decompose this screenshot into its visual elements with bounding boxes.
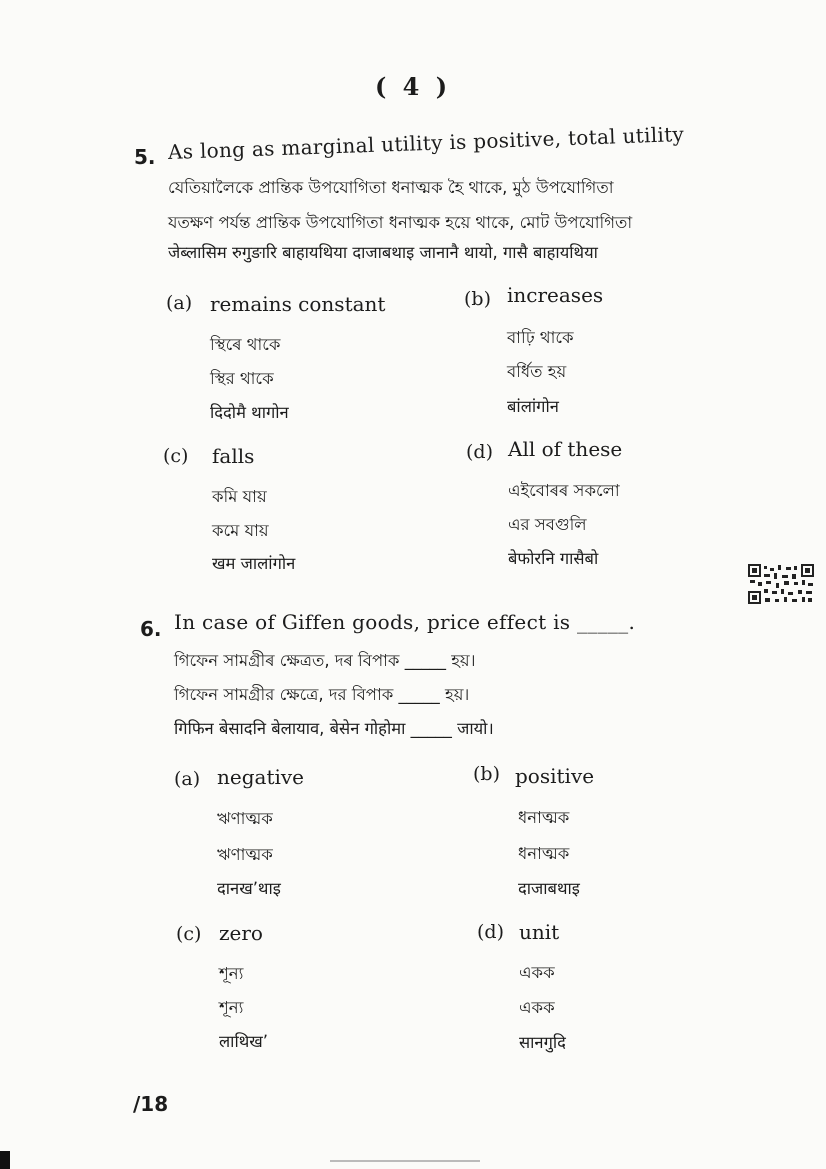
question-6-text: In case of Giffen goods, price effect is _____.	[174, 610, 636, 634]
question-5-option-c-text: falls	[212, 444, 255, 468]
question-6-option-c-translation: लाथिखʼ	[219, 1032, 269, 1051]
question-5-translation-assamese: যেতিয়ালৈকে প্ৰান্তিক উপযোগিতা ধনাত্মক হৈ থাকে, মুঠ উপযোগিতা	[168, 178, 614, 197]
question-6-option-b-translation: ধনাত্মক	[518, 844, 570, 863]
question-6-option-a-translation: ঋণাত্মক	[217, 845, 273, 864]
question-6-option-c-translation: শূন্য	[219, 964, 244, 983]
question-5-number: 5.	[134, 145, 156, 169]
paper-code: /18	[133, 1092, 169, 1116]
question-5-option-a-translation: স্থিৰে থাকে	[210, 335, 281, 354]
question-5-option-c-label: (c)	[163, 445, 189, 467]
question-6-translation-bodo: गिफिन बेसादनि बेलायाव, बेसेन गोहोमा _____ जायो।	[174, 719, 494, 738]
question-5-option-b-text: increases	[507, 283, 604, 307]
question-5-option-b-translation: বর্ধিত হয়	[507, 362, 567, 381]
qr-code-icon	[748, 564, 814, 604]
question-6-option-d-translation: একক	[519, 963, 555, 982]
question-6-translation-assamese: গিফেন সামগ্ৰীৰ ক্ষেত্ৰত, দৰ বিপাক _____ হয়।	[174, 651, 476, 670]
question-6-option-d-label: (d)	[477, 921, 504, 943]
question-5-option-d-text: All of these	[508, 437, 623, 461]
question-5-text: As long as marginal utility is positive, total utility	[167, 121, 685, 164]
question-6-option-b-translation: ধনাত্মক	[518, 808, 570, 827]
question-5-option-c-translation: खम जालांगोन	[212, 554, 296, 573]
question-5-translation-bengali: যতক্ষণ পর্যন্ত প্রান্তিক উপযোগিতা ধনাত্মক হয়ে থাকে, মোট উপযোগিতা	[168, 213, 633, 232]
question-5-option-a-label: (a)	[166, 292, 193, 314]
question-6-option-d-translation: सानगुदि	[519, 1033, 566, 1052]
question-5-option-d-translation: এইবোৰৰ সকলো	[508, 481, 620, 500]
question-5-option-c-translation: কমে যায়	[212, 521, 269, 540]
question-6-number: 6.	[140, 617, 162, 641]
question-6-option-c-label: (c)	[176, 923, 202, 945]
corner-mark	[0, 1151, 10, 1169]
question-5-option-a-text: remains constant	[210, 292, 386, 316]
question-6-option-a-text: negative	[217, 765, 305, 789]
question-5-option-c-translation: কমি যায়	[212, 487, 267, 506]
question-6-option-a-translation: ঋণাত্মক	[217, 809, 273, 828]
question-5-option-d-translation: এর সবগুলি	[508, 515, 587, 534]
question-5-option-a-translation: স্থির থাকে	[210, 369, 274, 388]
question-5-option-d-label: (d)	[466, 441, 493, 463]
question-6-option-b-label: (b)	[473, 763, 500, 785]
question-5-translation-bodo: जेब्लासिम रुगुङारि बाहायथिया दाजाबथाइ जानानै थायो, गासै बाहायथिया	[168, 243, 598, 262]
question-6-option-c-text: zero	[219, 921, 263, 945]
question-5-option-b-translation: বাঢ়ি থাকে	[507, 328, 574, 347]
question-6-option-b-translation: दाजाबथाइ	[518, 879, 580, 898]
question-6-option-a-translation: दानखʼथाइ	[217, 879, 281, 898]
question-6-option-d-translation: একক	[519, 998, 555, 1017]
question-6-translation-bengali: গিফেন সামগ্রীর ক্ষেত্রে, দর বিপাক _____ হয়।	[174, 685, 470, 704]
question-5-option-a-translation: दिदोमै थागोन	[210, 403, 289, 422]
question-5-option-d-translation: बेफोरनि गासैबो	[508, 549, 599, 568]
question-6-option-d-text: unit	[519, 920, 560, 944]
question-5-option-b-label: (b)	[464, 288, 491, 310]
question-5-option-b-translation: बांलांगोन	[507, 397, 559, 416]
question-6-option-b-text: positive	[515, 764, 595, 788]
page-number: ( 4 )	[374, 72, 452, 101]
question-6-option-c-translation: শূন্য	[219, 998, 244, 1017]
bottom-divider	[330, 1160, 480, 1162]
question-6-option-a-label: (a)	[174, 768, 201, 790]
